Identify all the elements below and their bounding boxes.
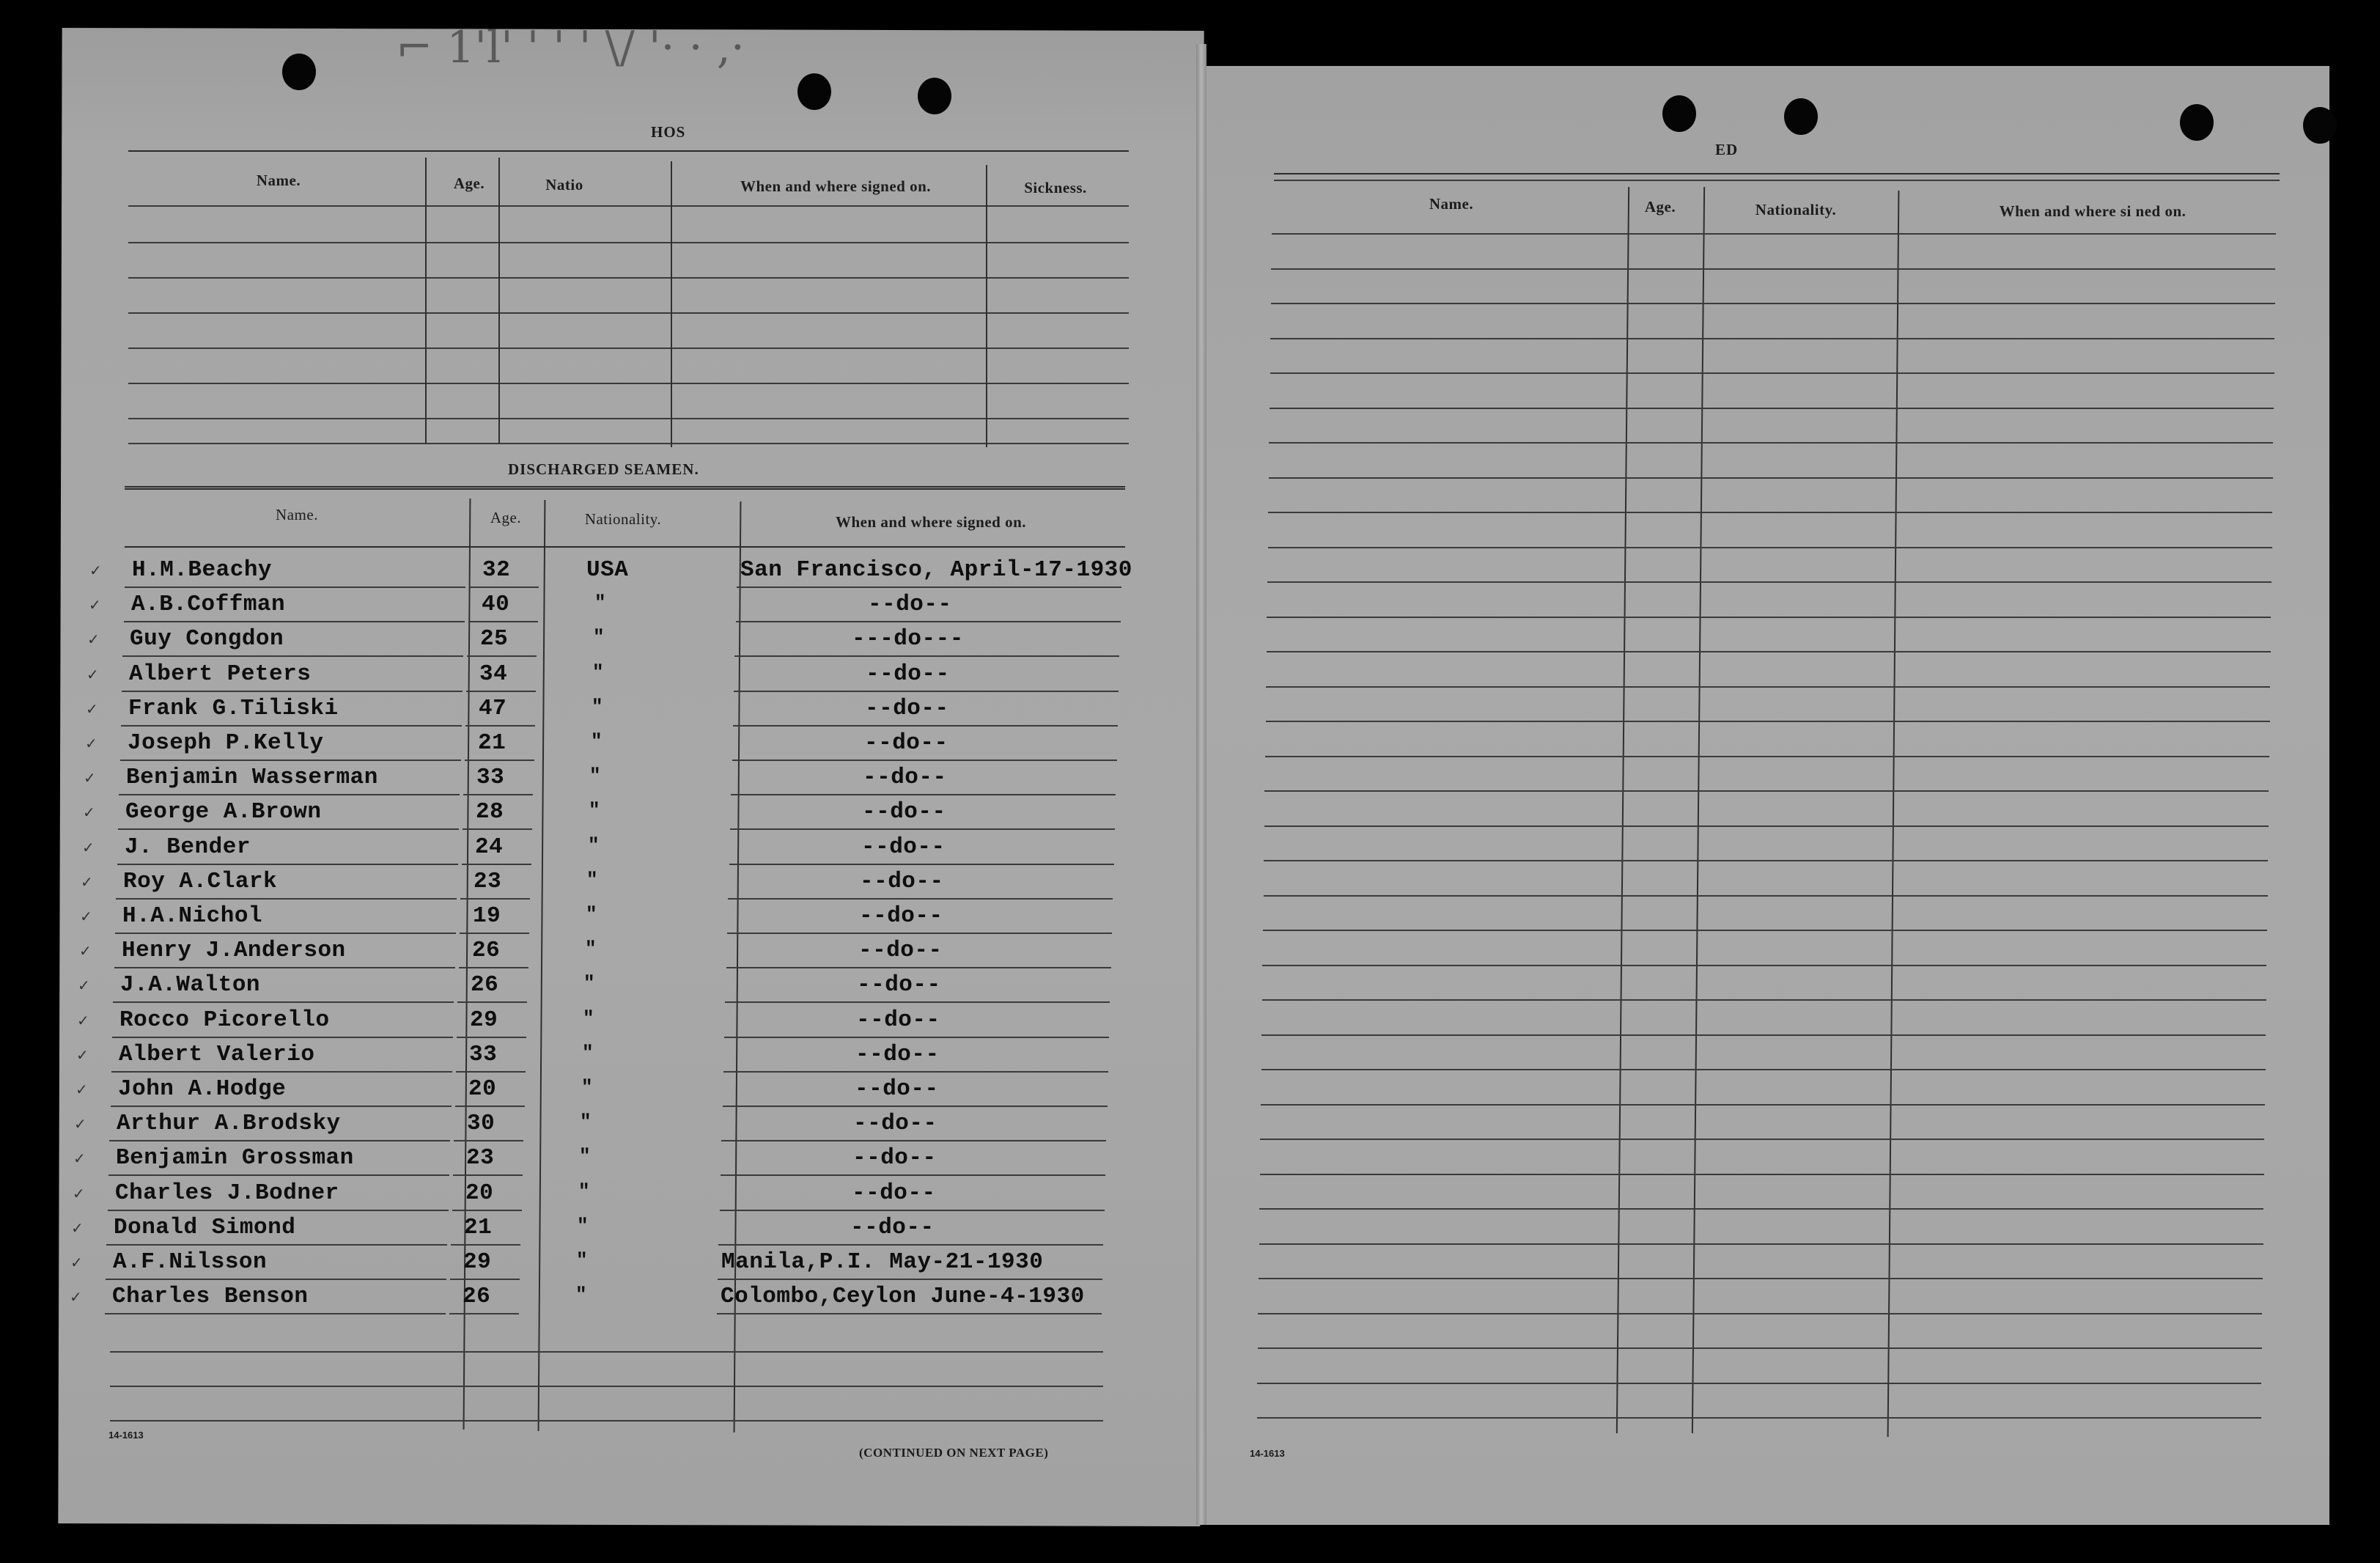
row-rule [727,933,1112,934]
check-mark-icon: ✓ [77,1012,89,1029]
form-number: 14-1613 [108,1430,144,1441]
seaman-signed-on: --do-- [850,1215,935,1240]
row-rule [466,691,536,692]
seaman-age: 47 [479,696,507,721]
seaman-age: 20 [468,1076,497,1102]
column-header-age: Age. [453,174,485,192]
seaman-name: A.B.Coffman [131,592,286,617]
row-rule [734,691,1119,692]
seaman-nationality: " [580,1111,592,1133]
check-mark-icon: ✓ [89,596,101,614]
row-rule [465,760,534,761]
seaman-age: 28 [476,799,504,825]
seaman-age: 20 [465,1180,494,1206]
seaman-signed-on: --do-- [853,1111,937,1136]
row-rule [110,1386,1103,1387]
check-mark-icon: ✓ [78,977,90,994]
row-rule [1264,895,2268,897]
row-rule [462,864,531,865]
punch-hole [2303,107,2337,144]
seaman-nationality: " [589,799,601,821]
row-rule [734,655,1119,657]
row-rule [1261,1034,2266,1036]
seaman-name: Albert Valerio [119,1042,315,1067]
seaman-signed-on: --do-- [861,834,946,860]
right-section-heading: ED [1715,141,1739,158]
seaman-name: A.F.Nilsson [113,1249,268,1275]
row-rule [117,864,458,865]
section-double-rule [125,486,1125,490]
seaman-signed-on: --do-- [858,938,943,963]
check-mark-icon: ✓ [86,700,98,718]
row-rule [110,1420,1103,1422]
row-rule [1261,1104,2265,1106]
seaman-signed-on: --do-- [857,972,941,998]
seaman-age: 25 [480,626,509,652]
row-rule [118,828,459,830]
seaman-signed-on: --do-- [859,903,943,929]
row-rule [1263,930,2267,931]
seaman-signed-on: --do-- [863,765,947,790]
check-mark-icon: ✓ [83,803,95,821]
row-rule [451,1244,520,1246]
row-rule [106,1279,446,1280]
column-divider [498,158,500,444]
row-rule [731,794,1116,795]
row-rule [459,967,528,968]
seaman-signed-on: --do-- [862,799,946,825]
right-page [1201,66,2329,1525]
seaman-name: Guy Congdon [130,626,284,652]
seaman-signed-on: --do-- [852,1145,937,1171]
row-rule [717,1313,1102,1314]
seaman-signed-on: --do-- [864,730,948,756]
row-rule [1262,965,2266,966]
seaman-nationality: " [578,1180,591,1202]
seaman-name: Joseph P.Kelly [128,730,324,756]
seaman-nationality: " [582,1042,594,1064]
seaman-nationality: " [586,869,599,891]
seaman-name: J. Bender [125,834,251,860]
punch-hole [1662,95,1696,132]
seaman-name: H.M.Beachy [132,557,273,583]
row-rule [467,655,537,657]
row-rule [720,1210,1105,1211]
check-mark-icon: ✓ [79,942,92,960]
row-rule [106,1244,447,1246]
seaman-name: J.A.Walton [120,972,261,998]
row-rule [113,1001,454,1003]
column-header-nationality: Natio [545,176,583,194]
seaman-nationality: " [594,592,607,614]
seaman-signed-on: --do-- [855,1076,939,1102]
top-rule [128,150,1129,152]
check-mark-icon: ✓ [80,908,92,925]
row-rule [1257,1417,2261,1419]
seaman-name: John A.Hodge [118,1076,287,1102]
row-rule [1270,408,2274,409]
seaman-nationality: " [583,1007,595,1029]
seaman-signed-on: --do-- [865,696,949,721]
row-rule [1259,1243,2263,1245]
seaman-nationality: " [592,661,605,683]
seaman-name: Roy A.Clark [123,869,278,894]
row-rule [449,1313,519,1314]
check-mark-icon: ✓ [75,1081,88,1098]
seaman-nationality: " [579,1145,592,1167]
check-mark-icon: ✓ [70,1288,82,1306]
row-rule [114,967,455,968]
row-rule [465,725,535,727]
seaman-nationality: " [581,1076,594,1098]
form-number: 14-1613 [1250,1448,1285,1459]
seaman-name: Benjamin Grossman [116,1145,354,1171]
seaman-age: 26 [463,1284,491,1309]
column-header-nationality: Nationality. [584,510,662,528]
row-rule [112,1037,453,1038]
hospital-section-heading: HOS [651,123,686,141]
row-rule [128,242,1129,243]
row-rule [730,828,1115,830]
row-rule [122,655,463,657]
row-rule [1270,372,2274,374]
row-rule [729,864,1114,865]
check-mark-icon: ✓ [70,1254,83,1271]
seaman-age: 29 [470,1007,498,1033]
row-rule [1260,1139,2264,1140]
row-rule [1259,1208,2263,1210]
seaman-name: Charles Benson [112,1284,309,1309]
seaman-nationality: " [591,730,603,752]
seaman-nationality: " [588,834,600,856]
row-rule [733,725,1118,727]
check-mark-icon: ✓ [87,630,100,648]
check-mark-icon: ✓ [89,562,102,579]
column-header-sickness: Sickness. [1024,179,1087,196]
seaman-signed-on: --do-- [855,1042,940,1067]
seaman-name: George A.Brown [125,799,322,825]
column-header-name: Name. [1429,195,1474,213]
seaman-age: 30 [467,1111,495,1136]
row-rule [108,1174,449,1176]
row-rule [128,443,1129,444]
seaman-signed-on: --do-- [866,661,950,687]
seaman-name: Rocco Picorello [119,1007,330,1033]
row-rule [121,725,462,727]
column-divider [425,158,427,444]
row-rule [728,898,1113,900]
check-mark-icon: ✓ [85,735,97,752]
column-divider [986,165,987,447]
punch-hole [1784,98,1818,135]
row-rule [721,1174,1105,1176]
row-rule [111,1106,452,1107]
row-rule [737,586,1121,588]
row-rule [109,1140,450,1141]
row-rule [469,586,539,588]
row-rule [718,1279,1102,1280]
column-header-signed-on: When and where signed on. [835,513,1027,531]
row-rule [128,383,1129,384]
row-rule [454,1140,523,1141]
check-mark-icon: ✓ [73,1150,86,1167]
row-rule [1258,1313,2262,1314]
seaman-name: Albert Peters [129,661,312,687]
row-rule [452,1210,522,1211]
row-rule [726,967,1111,968]
seaman-name: Frank G.Tiliski [128,696,339,721]
seaman-age: 23 [474,869,502,894]
row-rule [105,1313,446,1314]
row-rule [460,898,530,900]
row-rule [455,1106,525,1107]
check-mark-icon: ✓ [74,1115,86,1133]
seaman-nationality: " [577,1215,589,1237]
check-mark-icon: ✓ [84,769,96,787]
seaman-signed-on: Colombo,Ceylon June-4-1930 [721,1284,1085,1309]
column-header-signed-on: When and where signed on. [740,177,932,195]
row-rule [1265,756,2269,757]
seaman-nationality: USA [586,557,629,583]
faint-stamp-mark: ⌐ 1'l' ' ' ' \/ '· · ,· [396,22,745,73]
row-rule [1259,1278,2263,1279]
check-mark-icon: ✓ [76,1046,89,1064]
seaman-nationality: " [589,765,602,787]
seaman-nationality: " [593,626,605,648]
punch-hole [918,78,951,114]
row-rule [450,1279,520,1280]
row-rule [128,277,1129,279]
seaman-nationality: " [583,972,596,994]
row-rule [1264,860,2268,861]
seaman-signed-on: Manila,P.I. May-21-1930 [721,1249,1044,1275]
seaman-nationality: " [576,1249,589,1271]
seaman-age: 29 [463,1249,492,1275]
check-mark-icon: ✓ [73,1185,85,1202]
seaman-age: 26 [472,938,501,963]
row-rule [723,1106,1108,1107]
seaman-age: 34 [479,661,508,687]
column-header-name: Name. [276,506,318,523]
row-rule [460,933,529,934]
row-rule [1267,651,2271,652]
check-mark-icon: ✓ [71,1219,84,1237]
seaman-signed-on: ---do--- [852,626,964,652]
seaman-name: Benjamin Wasserman [126,765,378,790]
row-rule [1269,477,2273,479]
seaman-age: 23 [466,1145,495,1171]
row-rule [1268,547,2272,548]
row-rule [721,1140,1106,1141]
row-rule [456,1071,526,1073]
seaman-age: 19 [473,903,501,929]
seaman-signed-on: --do-- [852,1180,936,1206]
seaman-age: 32 [482,557,511,583]
row-rule [1258,1347,2262,1349]
row-rule [463,828,532,830]
seaman-age: 33 [469,1042,498,1067]
row-rule [463,794,533,795]
row-rule [128,347,1129,349]
seaman-nationality: " [586,903,598,925]
row-rule [1268,512,2272,513]
row-rule [124,621,465,622]
punch-hole [2180,104,2214,141]
row-rule [1264,825,2269,827]
row-rule [128,418,1129,419]
row-rule [1257,1383,2261,1384]
column-header-nationality: Nationality. [1755,201,1837,218]
column-header-signed-on: When and where si ned on. [1999,202,2186,220]
top-rule [1274,180,2280,181]
row-rule [1261,1069,2266,1070]
row-rule [1267,617,2271,618]
column-header-age: Age. [1644,198,1676,216]
column-header-name: Name. [256,172,301,189]
row-rule [1264,790,2269,792]
row-rule [111,1071,452,1073]
header-bottom-rule [125,546,1125,548]
check-mark-icon: ✓ [82,839,95,856]
seaman-age: 26 [471,972,499,998]
seaman-nationality: " [575,1284,588,1306]
top-rule [1274,173,2280,174]
row-rule [115,933,456,934]
row-rule [120,760,461,761]
seaman-name: Donald Simond [114,1215,296,1240]
row-rule [1269,442,2273,444]
seaman-age: 33 [476,765,505,790]
row-rule [457,1001,527,1003]
row-rule [718,1244,1103,1246]
seaman-signed-on: --do-- [860,869,944,894]
seaman-name: H.A.Nichol [122,903,263,929]
seaman-nationality: " [585,938,597,960]
row-rule [128,205,1129,207]
seaman-name: Henry J.Anderson [122,938,346,963]
seaman-age: 21 [464,1215,493,1240]
column-header-age: Age. [490,509,522,526]
row-rule [453,1174,523,1176]
punch-hole [282,54,316,90]
row-rule [122,691,463,692]
row-rule [116,898,457,900]
row-rule [1262,999,2266,1001]
seaman-signed-on: --do-- [856,1007,940,1033]
row-rule [723,1071,1108,1073]
row-rule [457,1037,526,1038]
row-rule [1271,268,2275,270]
seaman-name: Charles J.Bodner [115,1180,339,1206]
row-rule [108,1210,449,1211]
row-rule [119,794,460,795]
row-rule [110,1351,1103,1353]
row-rule [1266,721,2270,722]
row-rule [736,621,1121,622]
column-divider [671,161,672,447]
seaman-age: 21 [478,730,506,756]
row-rule [1271,303,2275,304]
page-fold [1196,44,1206,1525]
row-rule [732,760,1117,761]
punch-hole [797,73,831,110]
seaman-nationality: " [592,696,604,718]
seaman-age: 24 [475,834,504,860]
seaman-signed-on: San Francisco, April-17-1930 [740,557,1132,583]
row-rule [1270,338,2274,339]
row-rule [725,1001,1110,1003]
row-rule [1266,686,2270,688]
seaman-name: Arthur A.Brodsky [117,1111,341,1136]
continued-note: (CONTINUED ON NEXT PAGE) [859,1446,1049,1460]
seaman-signed-on: --do-- [868,592,952,617]
row-rule [724,1037,1109,1038]
row-rule [468,621,538,622]
discharged-seamen-heading: DISCHARGED SEAMEN. [508,460,699,478]
check-mark-icon: ✓ [81,873,93,891]
row-rule [1260,1174,2264,1175]
row-rule [1267,581,2272,583]
seaman-age: 40 [482,592,510,617]
row-rule [1272,233,2276,235]
row-rule [128,312,1129,314]
row-rule [125,586,465,588]
check-mark-icon: ✓ [86,666,99,683]
